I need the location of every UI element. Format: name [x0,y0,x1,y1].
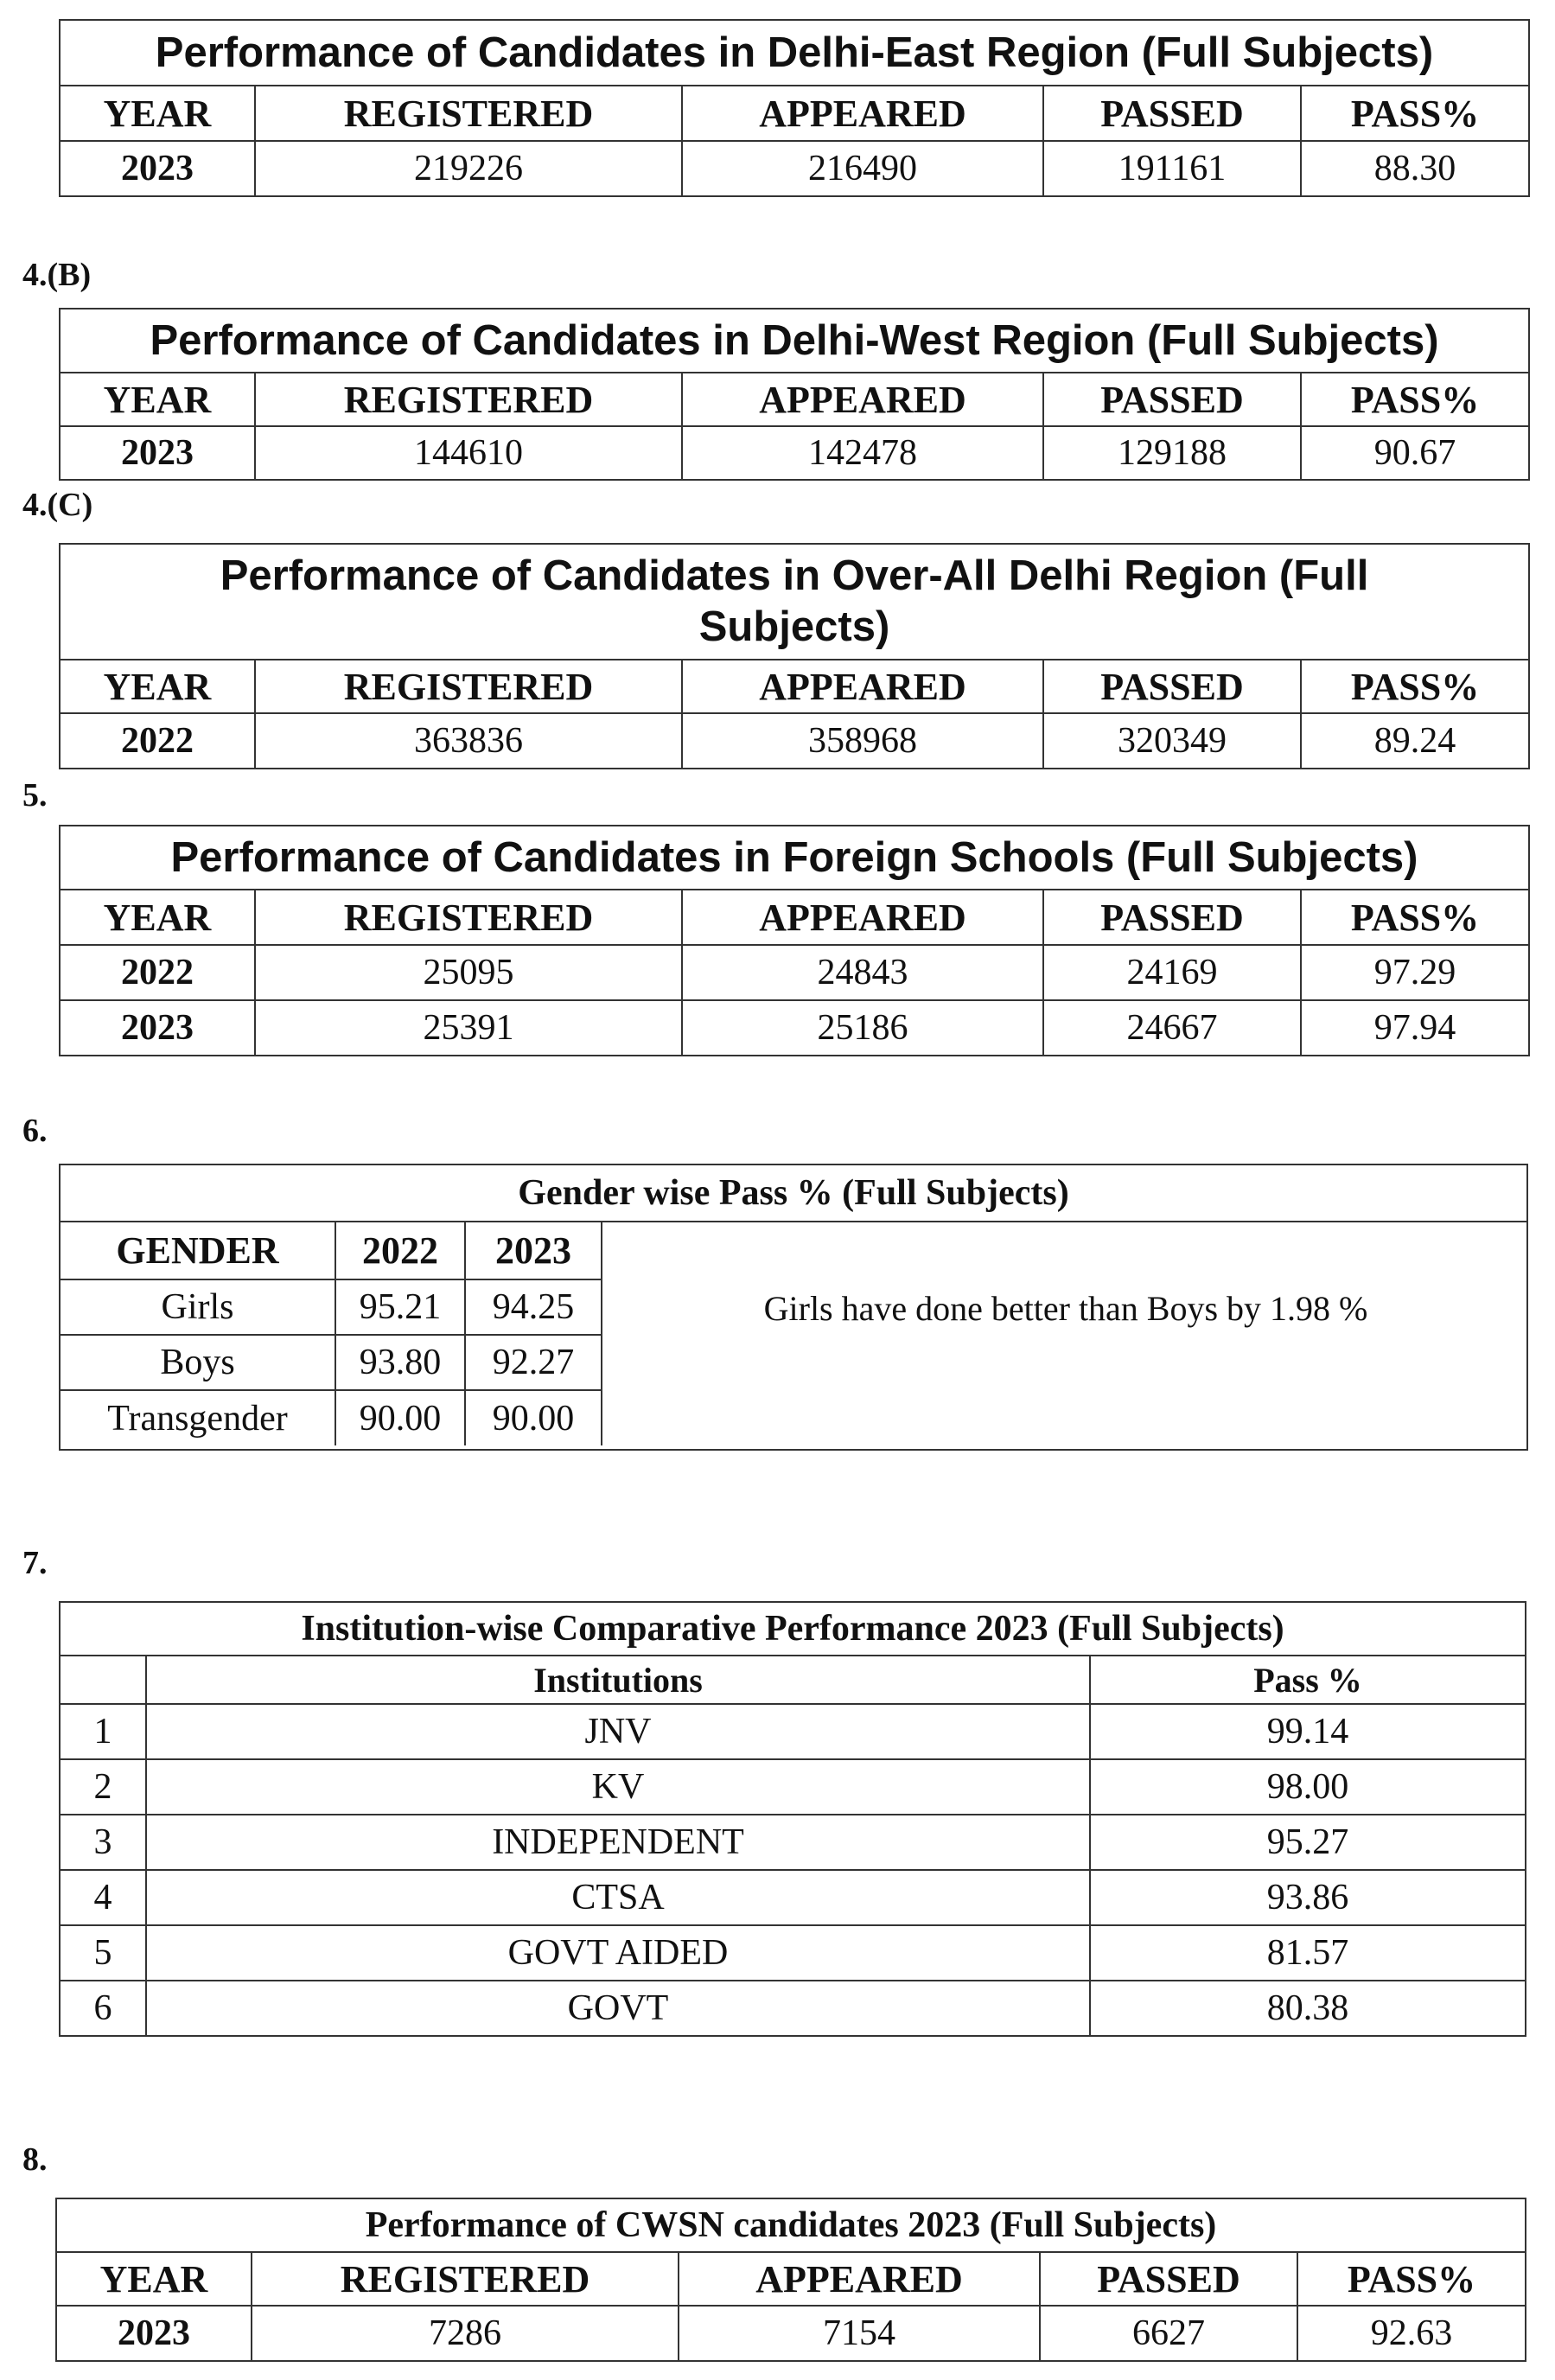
gender-title: Gender wise Pass % (Full Subjects) [61,1165,1526,1222]
index-cell: 3 [60,1815,146,1870]
pass-2023-cell: 90.00 [465,1390,602,1445]
table-row [61,1279,602,1335]
col-pass-pct: PASS% [1301,660,1529,713]
index-cell: 6 [60,1981,146,2036]
table-row [60,1981,1526,2036]
foreign-title: Performance of Candidates in Foreign Schools (Full Subjects) [60,826,1529,890]
year-cell: 2023 [60,141,255,196]
col-passed: PASSED [1043,660,1301,713]
appeared-cell: 7154 [679,2306,1040,2361]
col-institutions: Institutions [146,1656,1090,1704]
pass-2023-cell: 94.25 [465,1279,602,1335]
section-label-4c: 4.(C) [22,487,93,523]
institution-cell: GOVT [146,1981,1090,2036]
delhi-east-table [59,19,1530,197]
col-pass-pct: PASS% [1297,2252,1526,2306]
registered-cell: 25391 [255,1000,682,1056]
section-label-6: 6. [22,1113,48,1149]
section-label-5: 5. [22,777,48,814]
institution-cell: KV [146,1759,1090,1815]
table-row [61,1390,602,1445]
foreign-table [59,825,1530,1056]
pass-pct-cell: 97.94 [1301,1000,1529,1056]
col-pass-pct: PASS% [1301,373,1529,426]
delhi-east-title: Performance of Candidates in Delhi-East Region (Full Subjects) [60,20,1529,86]
col-pass-pct: PASS% [1301,890,1529,945]
gender-note: Girls have done better than Boys by 1.98 % [763,1289,1368,1328]
gender-cell: Girls [61,1279,335,1335]
col-appeared: APPEARED [682,86,1043,141]
cwsn-title: Performance of CWSN candidates 2023 (Full Subjects) [56,2198,1526,2252]
gender-table [61,1222,602,1445]
pass-pct-cell: 90.67 [1301,426,1529,480]
gender-cell: Transgender [61,1390,335,1445]
pass-pct-cell: 97.29 [1301,945,1529,1000]
registered-cell: 363836 [255,713,682,769]
table-row [60,426,1529,480]
institution-title: Institution-wise Comparative Performance 2023 (Full Subjects) [60,1602,1526,1656]
delhi-east-section [59,19,1528,197]
table-row [60,713,1529,769]
col-registered: REGISTERED [255,86,682,141]
year-cell: 2023 [60,1000,255,1056]
year-cell: 2023 [56,2306,252,2361]
col-2023: 2023 [465,1222,602,1279]
year-cell: 2022 [60,713,255,769]
pass-2022-cell: 93.80 [335,1335,465,1390]
table-row [61,1335,602,1390]
pass-2022-cell: 90.00 [335,1390,465,1445]
table-row [60,141,1529,196]
index-cell: 4 [60,1870,146,1925]
passed-cell: 320349 [1043,713,1301,769]
col-registered: REGISTERED [252,2252,679,2306]
gender-section [59,1164,1528,1451]
registered-cell: 25095 [255,945,682,1000]
col-appeared: APPEARED [682,890,1043,945]
passed-cell: 191161 [1043,141,1301,196]
appeared-cell: 358968 [682,713,1043,769]
section-label-7: 7. [22,1545,48,1581]
col-pass-pct: Pass % [1090,1656,1526,1704]
col-index [60,1656,146,1704]
index-cell: 1 [60,1704,146,1759]
col-year: YEAR [60,86,255,141]
passed-cell: 6627 [1040,2306,1297,2361]
col-year: YEAR [60,373,255,426]
foreign-section [59,825,1528,1056]
institution-cell: INDEPENDENT [146,1815,1090,1870]
year-cell: 2023 [60,426,255,480]
passed-cell: 129188 [1043,426,1301,480]
col-appeared: APPEARED [682,373,1043,426]
appeared-cell: 25186 [682,1000,1043,1056]
pass-pct-cell: 92.63 [1297,2306,1526,2361]
col-passed: PASSED [1043,373,1301,426]
appeared-cell: 142478 [682,426,1043,480]
pass-pct-cell: 89.24 [1301,713,1529,769]
pass-pct-cell: 99.14 [1090,1704,1526,1759]
col-appeared: APPEARED [679,2252,1040,2306]
delhi-west-section [59,308,1528,481]
col-passed: PASSED [1043,890,1301,945]
pass-2022-cell: 95.21 [335,1279,465,1335]
section-label-4b: 4.(B) [22,257,92,293]
table-row [60,1000,1529,1056]
pass-pct-cell: 81.57 [1090,1925,1526,1981]
delhi-west-table [59,308,1530,481]
overall-delhi-title: Performance of Candidates in Over-All Delhi Region (Full Subjects) [60,544,1529,660]
overall-delhi-section [59,543,1528,769]
institution-cell: JNV [146,1704,1090,1759]
col-2022: 2022 [335,1222,465,1279]
institution-section [59,1601,1525,2037]
pass-pct-cell: 80.38 [1090,1981,1526,2036]
col-gender: GENDER [61,1222,335,1279]
cwsn-table [55,2198,1526,2362]
overall-delhi-table [59,543,1530,769]
col-registered: REGISTERED [255,660,682,713]
registered-cell: 144610 [255,426,682,480]
passed-cell: 24667 [1043,1000,1301,1056]
pass-pct-cell: 93.86 [1090,1870,1526,1925]
institution-cell: CTSA [146,1870,1090,1925]
institution-cell: GOVT AIDED [146,1925,1090,1981]
table-row [60,1704,1526,1759]
pass-pct-cell: 95.27 [1090,1815,1526,1870]
pass-pct-cell: 88.30 [1301,141,1529,196]
table-row [60,945,1529,1000]
table-row [60,1815,1526,1870]
pass-pct-cell: 98.00 [1090,1759,1526,1815]
col-passed: PASSED [1040,2252,1297,2306]
col-appeared: APPEARED [682,660,1043,713]
appeared-cell: 216490 [682,141,1043,196]
col-passed: PASSED [1043,86,1301,141]
col-year: YEAR [60,660,255,713]
section-label-8: 8. [22,2141,48,2178]
passed-cell: 24169 [1043,945,1301,1000]
col-registered: REGISTERED [255,890,682,945]
table-row [60,1759,1526,1815]
col-registered: REGISTERED [255,373,682,426]
col-year: YEAR [56,2252,252,2306]
col-year: YEAR [60,890,255,945]
table-row [60,1870,1526,1925]
col-pass-pct: PASS% [1301,86,1529,141]
appeared-cell: 24843 [682,945,1043,1000]
gender-cell: Boys [61,1335,335,1390]
pass-2023-cell: 92.27 [465,1335,602,1390]
cwsn-section [55,2198,1525,2362]
index-cell: 5 [60,1925,146,1981]
table-row [60,1925,1526,1981]
year-cell: 2022 [60,945,255,1000]
delhi-west-title: Performance of Candidates in Delhi-West Region (Full Subjects) [60,309,1529,373]
institution-table [59,1601,1526,2037]
table-row [56,2306,1526,2361]
registered-cell: 7286 [252,2306,679,2361]
registered-cell: 219226 [255,141,682,196]
index-cell: 2 [60,1759,146,1815]
